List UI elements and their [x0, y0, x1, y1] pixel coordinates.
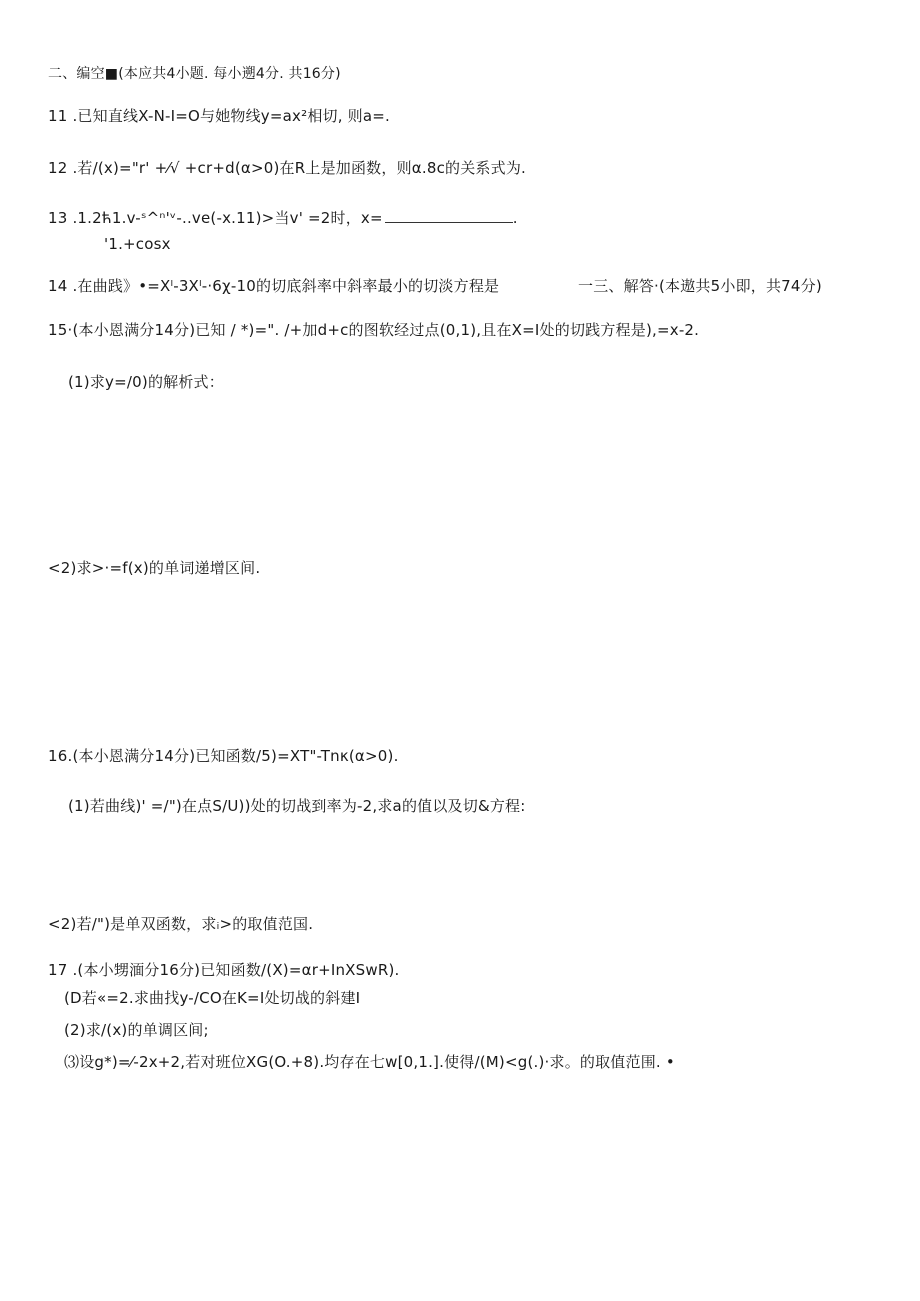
question-13-subexpression: '1.+cosx	[104, 235, 171, 253]
question-13-text: 13 .1.2ћ1.v-ˢ^ⁿ'ᵛ-..ve(-x.11)>当v' =2时，x=	[48, 209, 383, 227]
question-16-part-2: <2)若/")是单双函数，求ᵢ>的取值范国.	[48, 915, 314, 933]
section-2-header: 二、编空■(本应共4小题. 每小遡4分. 共16分)	[48, 66, 341, 82]
question-17-part-1: (D若«=2.求曲找y-/CO在K=I处切战的斜建I	[64, 989, 361, 1007]
section-3-header: 一三、解答·(本遨共5小即，共74分)	[578, 277, 822, 295]
question-17-part-3: ⑶设g*)=⁄-2x+2,若对班位XG(O.+8).均存在七w[0,1.].使得/(M)<g(.)·求。的取值范围. •	[64, 1053, 675, 1071]
question-13-period: .	[512, 209, 518, 227]
question-14: 14 .在曲践》•=Xˡ-3Xˡ-·6χ-10的切底斜率中斜率最小的切淡方程是	[48, 277, 500, 295]
question-15-part-1: (1)求y=/0)的解析式：	[68, 373, 224, 391]
question-12: 12 .若/(x)="r' +⁄√ +cr+d(α>0)在R上是加函数，则α.8c的关系式为.	[48, 159, 526, 177]
question-15-part-2: <2)求>·=f(x)的单词递增区间.	[48, 559, 261, 577]
question-17: 17 .(本小甥湎分16分)已知函数/(X)=αr+InXSwR).	[48, 961, 400, 979]
question-11: 11 .已知直线X-N-I=O与她物线y=ax²相切, 则a=.	[48, 107, 390, 125]
question-17-part-2: (2)求/(x)的单调区间;	[64, 1021, 209, 1039]
question-15: 15·(本小恩满分14分)已知 / *)=". /+加d+c的图软经过点(0,1),且在X=I处的切践方程是),=x-2.	[48, 321, 700, 339]
question-13	[48, 208, 518, 228]
answer-blank	[385, 208, 513, 223]
question-16: 16.(本小恩满分14分)已知函数/5)=XT"-Tnκ(α>0).	[48, 747, 399, 765]
question-16-part-1: (1)若曲线)' =/")在点S/U))处的切战到率为-2,求a的值以及切&方程:	[68, 797, 526, 815]
